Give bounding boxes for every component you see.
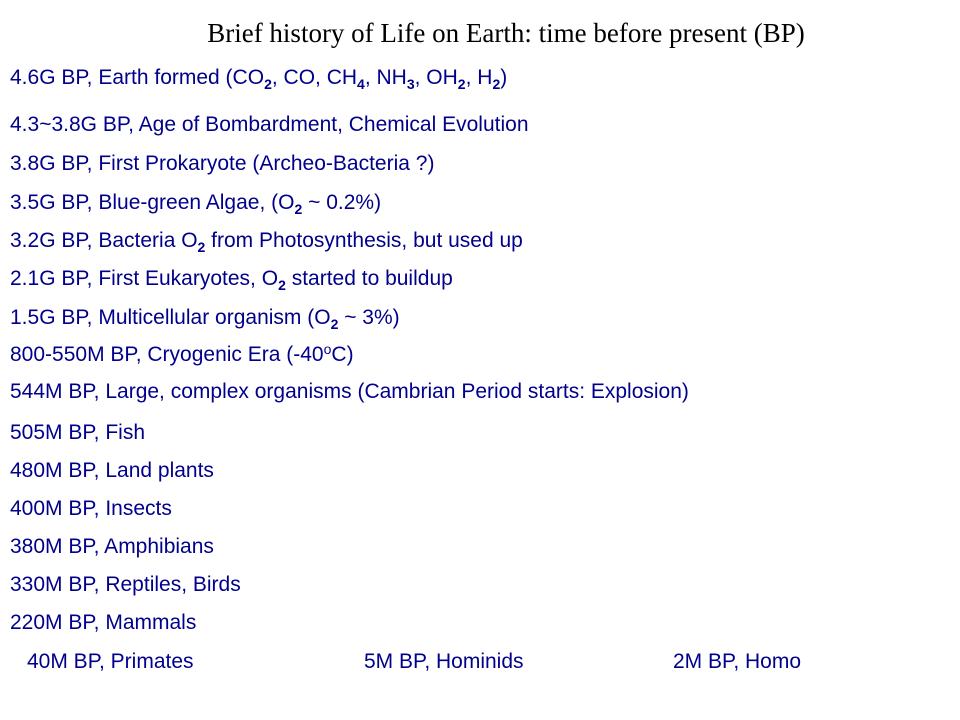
list-item-fish: 505M BP, Fish bbox=[10, 421, 146, 444]
list-item-earth-formed: 4.6G BP, Earth formed ($CO_2$, CO, $CH_4$, $NH_3$, $OH_2$, $H_2$) bbox=[10, 66, 508, 92]
list-item-prokaryote: 3.8G BP, First Prokaryote (Archeo-Bacteria ?) bbox=[10, 152, 435, 175]
list-item-bombardment: 4.3~3.8G BP, Age of Bombardment, Chemical Evolution bbox=[10, 113, 529, 136]
page-title: Brief history of Life on Earth: time before present (BP) bbox=[207, 18, 805, 48]
list-item-land-plants: 480M BP, Land plants bbox=[10, 459, 214, 482]
list-item-primates: 40M BP, Primates bbox=[27, 650, 194, 673]
list-item-multicellular: 1.5G BP, Multicellular organism ($O_2$ ~ 3%) bbox=[10, 306, 400, 332]
list-item-blue-green-algae: 3.5G BP, Blue-green Algae, ($O_2$ ~ 0.2%) bbox=[10, 191, 382, 217]
list-item-insects: 400M BP, Insects bbox=[10, 497, 172, 520]
list-item-amphibians: 380M BP, Amphibians bbox=[10, 535, 214, 558]
list-item-eukaryotes: 2.1G BP, First Eukaryotes, $O_2$ started to buildup bbox=[10, 267, 453, 293]
list-item-cambrian: 544M BP, Large, complex organisms (Cambrian Period starts: Explosion) bbox=[10, 380, 689, 403]
list-item-reptiles-birds: 330M BP, Reptiles, Birds bbox=[10, 573, 241, 596]
list-item-mammals: 220M BP, Mammals bbox=[10, 611, 197, 634]
list-item-cryogenic-era: 800-550M BP, Cryogenic Era (-40$^o$C) bbox=[10, 341, 354, 366]
list-item-homo: 2M BP, Homo bbox=[673, 650, 801, 673]
list-item-hominids: 5M BP, Hominids bbox=[364, 650, 524, 673]
list-item-bacteria-o2: 3.2G BP, Bacteria $O_2$ from Photosynthesis, but used up bbox=[10, 229, 523, 255]
